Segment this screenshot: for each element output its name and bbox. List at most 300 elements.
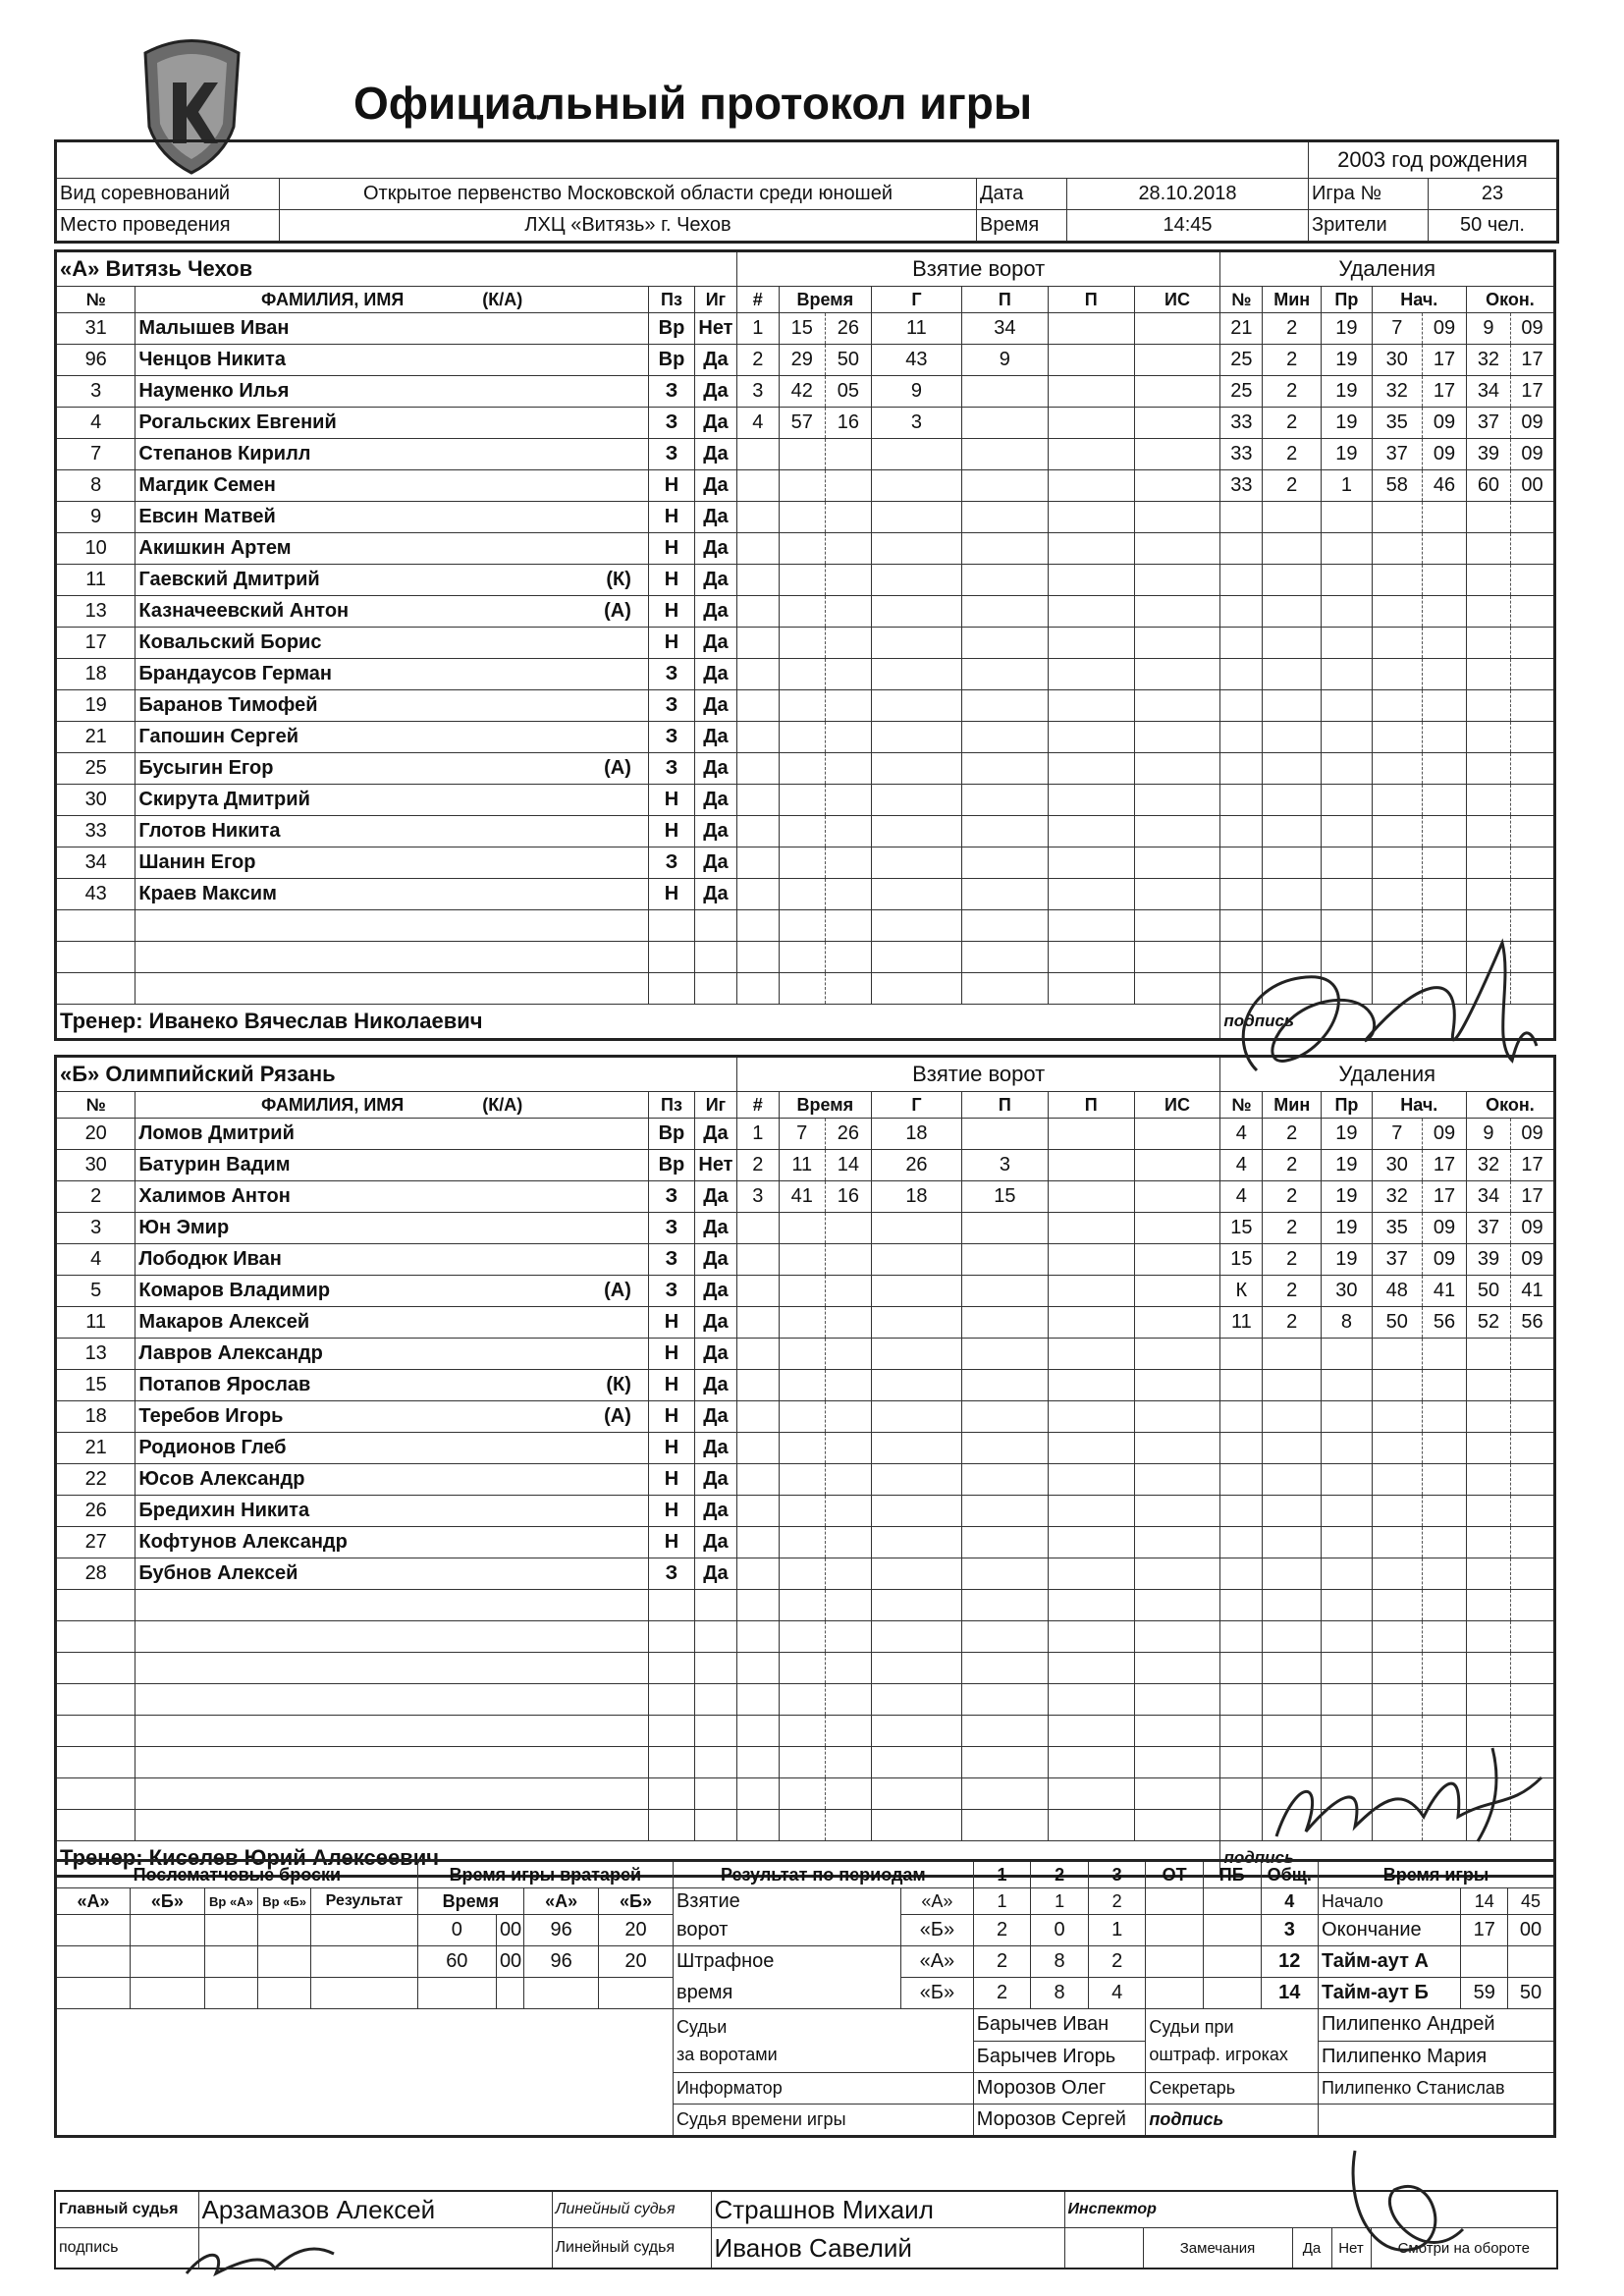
goal-assist-1: [961, 1716, 1048, 1747]
goal-sec: [825, 1244, 871, 1276]
goal-min: [779, 942, 825, 973]
player-name-cell: [135, 502, 649, 533]
player-ig: Да: [695, 565, 737, 596]
penalty-start-min: [1372, 502, 1422, 533]
goal-assist-1: [961, 1464, 1048, 1496]
player-name-cell: [135, 690, 649, 722]
goal-situation: [1134, 973, 1220, 1005]
player-ig: [695, 1810, 737, 1841]
player-pz: З: [648, 1244, 694, 1276]
player-ig: Да: [695, 596, 737, 628]
remarks-label: Замечания: [1143, 2228, 1292, 2269]
timeout-a-m: [1508, 1946, 1555, 1978]
player-name-cell: [135, 1339, 649, 1370]
penalty-start-sec: [1423, 1527, 1467, 1558]
col-goal-is: ИС: [1134, 1092, 1220, 1119]
goal-number: 1: [736, 313, 779, 345]
penalty-start-sec: 09: [1423, 1119, 1467, 1150]
penalty-end-sec: [1510, 753, 1554, 785]
goal-number: [736, 690, 779, 722]
goal-scorer: [871, 1558, 961, 1590]
penalty-start-sec: 09: [1422, 408, 1466, 439]
goal-assist-1: [961, 1621, 1048, 1653]
player-number: 9: [56, 502, 135, 533]
col-goal-num: #: [736, 287, 779, 313]
goal-assist-1: [961, 1496, 1048, 1527]
goal-number: 1: [736, 1119, 779, 1150]
penalty-player: [1220, 1621, 1263, 1653]
penalty-start-min: [1372, 1464, 1422, 1496]
player-ig: Да: [695, 659, 737, 690]
penalty-min: 2: [1263, 345, 1322, 376]
header-table: [54, 139, 1559, 244]
goal-scorer: [871, 816, 961, 847]
so-vr-a: Вр «А»: [204, 1888, 257, 1915]
player-name-cell: [135, 1401, 649, 1433]
penalty-reason: 19: [1322, 1181, 1372, 1213]
penalty-reason: [1322, 596, 1372, 628]
goals-team-b: «Б»: [901, 1915, 974, 1946]
goal-min: [779, 1496, 825, 1527]
player-name-cell: [135, 408, 649, 439]
penalty-start-min: 48: [1372, 1276, 1422, 1307]
penalty-end-sec: [1510, 1464, 1554, 1496]
col-ig: Иг: [695, 287, 737, 313]
goal-sec: [825, 1810, 871, 1841]
penalty-player: К: [1220, 1276, 1263, 1307]
main-referee-name: Арзамазов Алексей: [198, 2191, 552, 2228]
goal-assist-2: [1048, 753, 1134, 785]
player-pz: [648, 1621, 694, 1653]
goal-number: [736, 753, 779, 785]
penalty-player: 15: [1220, 1244, 1263, 1276]
goal-min: 29: [779, 345, 825, 376]
game-time-title: Время игры: [1319, 1861, 1555, 1888]
player-pz: Н: [648, 628, 694, 659]
goal-sec: [825, 1527, 871, 1558]
timekeeper-label: Судья времени игры: [673, 2105, 973, 2137]
penalty-player: [1220, 879, 1263, 910]
penalty-end-sec: 41: [1510, 1276, 1554, 1307]
goal-sec: [825, 1558, 871, 1590]
goal-assist-1: [961, 816, 1048, 847]
player-name: Потапов Ярослав: [138, 1374, 311, 1395]
player-number: 2: [56, 1181, 135, 1213]
penalty-end-min: 34: [1466, 1181, 1510, 1213]
goal-number: 4: [736, 408, 779, 439]
pim-b-p1: 2: [973, 1978, 1031, 2009]
goal-number: [736, 659, 779, 690]
so-b: «Б»: [130, 1888, 204, 1915]
penalties-section-title: Удаления: [1220, 251, 1555, 287]
penalty-reason: [1322, 847, 1372, 879]
penalty-min: [1263, 753, 1322, 785]
pim-a-pb: [1203, 1946, 1261, 1978]
goal-assist-2: [1048, 1464, 1134, 1496]
penalty-end-sec: [1510, 690, 1554, 722]
player-pz: Н: [648, 1401, 694, 1433]
player-name-cell: [135, 1307, 649, 1339]
goal-min: [779, 1778, 825, 1810]
penalty-start-min: [1372, 1401, 1422, 1433]
penalty-end-sec: [1510, 1370, 1554, 1401]
penalty-end-min: [1466, 596, 1510, 628]
linesman-2-name: Иванов Савелий: [711, 2228, 1064, 2269]
goal-assist-1: [961, 1810, 1048, 1841]
game-label: Игра №: [1309, 179, 1429, 210]
goal-situation: [1134, 1433, 1220, 1464]
player-ig: [695, 973, 737, 1005]
goal-scorer: [871, 1244, 961, 1276]
goal-assist-1: [961, 753, 1048, 785]
penalty-end-sec: 09: [1510, 439, 1554, 470]
goal-scorer: [871, 1527, 961, 1558]
penalty-reason: [1322, 565, 1372, 596]
player-name: Степанов Кирилл: [138, 443, 311, 465]
so-result: Результат: [311, 1888, 417, 1915]
player-ig: Да: [695, 1181, 737, 1213]
goal-sec: [825, 1213, 871, 1244]
penalty-start-min: [1372, 1621, 1422, 1653]
penalty-reason: 19: [1322, 439, 1372, 470]
goal-min: [779, 1621, 825, 1653]
player-pz: Вр: [648, 1119, 694, 1150]
penalty-start-min: [1372, 753, 1422, 785]
goal-scorer: [871, 1370, 961, 1401]
table-row: [56, 1684, 1555, 1716]
penalty-start-min: 35: [1372, 408, 1422, 439]
goal-assist-1: [961, 533, 1048, 565]
penalty-end-sec: [1510, 596, 1554, 628]
goal-number: [736, 879, 779, 910]
goal-assist-1: [961, 910, 1048, 942]
goal-situation: [1134, 816, 1220, 847]
penalty-reason: 30: [1322, 1276, 1372, 1307]
player-number: [56, 1716, 135, 1747]
goal-sec: [825, 753, 871, 785]
player-number: 18: [56, 1401, 135, 1433]
player-name-cell: [135, 1181, 649, 1213]
goal-situation: [1134, 1653, 1220, 1684]
penalty-end-sec: [1510, 1527, 1554, 1558]
player-number: 28: [56, 1558, 135, 1590]
penalty-end-sec: 09: [1510, 1119, 1554, 1150]
penalty-start-sec: [1423, 1558, 1467, 1590]
goal-sec: [825, 785, 871, 816]
player-ig: Да: [695, 1401, 737, 1433]
goal-scorer: [871, 628, 961, 659]
linesman-1-name: Страшнов Михаил: [711, 2191, 1064, 2228]
penalty-player: [1220, 533, 1263, 565]
gk-row2-m: 60: [417, 1946, 496, 1978]
penalty-reason: [1322, 1558, 1372, 1590]
penalty-start-min: [1372, 1496, 1422, 1527]
goal-situation: [1134, 879, 1220, 910]
so-a: «А»: [56, 1888, 131, 1915]
timeout-b-h: 59: [1461, 1978, 1508, 2009]
table-row: [56, 659, 1555, 690]
goal-situation: [1134, 847, 1220, 879]
penalty-start-min: [1372, 1370, 1422, 1401]
col-name: ФАМИЛИЯ, ИМЯ (К/А): [135, 287, 649, 313]
goal-min: [779, 565, 825, 596]
player-pz: З: [648, 1213, 694, 1244]
player-name: Науменко Илья: [138, 380, 290, 402]
end-h: 17: [1461, 1915, 1508, 1946]
goals-b-total: 3: [1261, 1915, 1319, 1946]
penalty-player: 33: [1220, 470, 1263, 502]
penalty-min: [1263, 533, 1322, 565]
goal-assist-1: [961, 847, 1048, 879]
penalty-end-sec: [1510, 785, 1554, 816]
player-pz: Н: [648, 1527, 694, 1558]
pen-judge-1: Пилипенко Андрей: [1319, 2009, 1555, 2042]
player-pz: З: [648, 1558, 694, 1590]
page-title: Официальный протокол игры: [353, 78, 1033, 129]
timeout-b-label: Тайм-аут Б: [1319, 1978, 1461, 2009]
penalty-end-min: [1466, 533, 1510, 565]
goal-number: [736, 596, 779, 628]
penalty-reason: [1322, 1590, 1372, 1621]
goal-sec: 26: [825, 1119, 871, 1150]
penalty-start-min: [1372, 690, 1422, 722]
penalty-end-sec: [1510, 565, 1554, 596]
goal-scorer: 18: [871, 1119, 961, 1150]
penalty-player: 33: [1220, 408, 1263, 439]
goal-assist-1: [961, 1433, 1048, 1464]
penalty-reason: 19: [1322, 1244, 1372, 1276]
goal-assist-1: [961, 722, 1048, 753]
player-role: (А): [604, 757, 631, 779]
player-pz: [648, 1778, 694, 1810]
penalty-start-min: 30: [1372, 345, 1422, 376]
penalty-player: 25: [1220, 376, 1263, 408]
penalty-end-min: [1466, 628, 1510, 659]
penalty-player: [1220, 1370, 1263, 1401]
penalty-start-sec: [1423, 1684, 1467, 1716]
gk-row1-s: 00: [496, 1915, 523, 1946]
table-row: [56, 1653, 1555, 1684]
player-name-cell: [135, 1716, 649, 1747]
gk-a-header: «А»: [524, 1888, 599, 1915]
player-name: Родионов Глеб: [138, 1437, 287, 1458]
player-ig: [695, 1590, 737, 1621]
player-pz: З: [648, 722, 694, 753]
player-pz: Н: [648, 1307, 694, 1339]
col-pen-pr: Пр: [1322, 1092, 1372, 1119]
goal-situation: [1134, 753, 1220, 785]
goal-min: [779, 1370, 825, 1401]
table-row: [56, 502, 1555, 533]
informer-name: Морозов Олег: [973, 2073, 1146, 2105]
player-name-cell: [135, 847, 649, 879]
main-referee-signature: [177, 2229, 344, 2288]
penalty-start-min: [1372, 785, 1422, 816]
goal-assist-2: [1048, 1527, 1134, 1558]
player-name: Юсов Александр: [138, 1468, 305, 1490]
player-number: 3: [56, 376, 135, 408]
table-row: [56, 879, 1555, 910]
goal-scorer: [871, 1621, 961, 1653]
penalty-start-min: 32: [1372, 1181, 1422, 1213]
goal-assist-2: [1048, 470, 1134, 502]
player-ig: Да: [695, 1433, 737, 1464]
penalty-end-min: 37: [1466, 408, 1510, 439]
goal-assist-1: [961, 1307, 1048, 1339]
penalty-player: 15: [1220, 1213, 1263, 1244]
so-vr-b: Вр «Б»: [258, 1888, 311, 1915]
penalty-end-min: [1466, 879, 1510, 910]
penalty-reason: [1322, 690, 1372, 722]
goal-number: [736, 502, 779, 533]
goal-sec: [825, 1653, 871, 1684]
goal-assist-1: [961, 1119, 1048, 1150]
goal-sec: [825, 816, 871, 847]
table-row: [56, 753, 1555, 785]
penalty-player: 4: [1220, 1181, 1263, 1213]
goal-assist-1: [961, 1244, 1048, 1276]
goal-min: [779, 1401, 825, 1433]
penalty-min: [1263, 628, 1322, 659]
penalties-section-title: Удаления: [1220, 1057, 1555, 1092]
goal-number: [736, 1684, 779, 1716]
penalty-end-sec: [1510, 659, 1554, 690]
goal-assist-1: 15: [961, 1181, 1048, 1213]
start-label: Начало: [1319, 1888, 1461, 1915]
goal-scorer: [871, 533, 961, 565]
table-row: [56, 1496, 1555, 1527]
goal-min: [779, 1810, 825, 1841]
secretary-sign-label: подпись: [1146, 2105, 1319, 2137]
remarks-no[interactable]: Нет: [1331, 2228, 1371, 2269]
penalty-min: 2: [1263, 1213, 1322, 1244]
goal-min: [779, 785, 825, 816]
goal-assist-2: [1048, 1778, 1134, 1810]
remarks-yes[interactable]: Да: [1292, 2228, 1331, 2269]
goal-min: [779, 879, 825, 910]
table-row: [56, 816, 1555, 847]
penalty-min: 2: [1263, 1307, 1322, 1339]
goal-min: [779, 1716, 825, 1747]
player-name-cell: [135, 785, 649, 816]
penalty-start-sec: 41: [1423, 1276, 1467, 1307]
penalty-min: 2: [1263, 439, 1322, 470]
player-pz: З: [648, 690, 694, 722]
goal-min: [779, 816, 825, 847]
timeout-b-m: 50: [1508, 1978, 1555, 2009]
goal-scorer: [871, 1213, 961, 1244]
player-ig: [695, 1653, 737, 1684]
table-row: [56, 313, 1555, 345]
goal-number: 3: [736, 376, 779, 408]
player-pz: Н: [648, 1370, 694, 1401]
penalty-start-sec: [1422, 847, 1466, 879]
goal-number: 2: [736, 345, 779, 376]
col-pen-num: №: [1220, 287, 1263, 313]
goal-situation: [1134, 659, 1220, 690]
goal-number: [736, 628, 779, 659]
penalty-end-min: [1466, 847, 1510, 879]
goal-number: [736, 533, 779, 565]
goal-scorer: [871, 910, 961, 942]
player-ig: Да: [695, 1558, 737, 1590]
player-name-cell: [135, 1370, 649, 1401]
player-number: 27: [56, 1527, 135, 1558]
player-pz: Н: [648, 1339, 694, 1370]
player-role: (А): [604, 600, 631, 622]
penalty-min: 2: [1263, 376, 1322, 408]
penalty-start-min: [1372, 533, 1422, 565]
penalty-start-min: [1372, 1558, 1422, 1590]
goal-assist-1: [961, 408, 1048, 439]
player-number: 11: [56, 565, 135, 596]
goal-sec: 26: [825, 313, 871, 345]
goal-situation: [1134, 1716, 1220, 1747]
goals-a-pb: [1203, 1888, 1261, 1915]
penalty-end-min: 9: [1466, 1119, 1510, 1150]
penalty-start-sec: [1422, 659, 1466, 690]
team-name: «А» Витязь Чехов: [56, 251, 737, 287]
goal-situation: [1134, 533, 1220, 565]
penalty-player: [1220, 1653, 1263, 1684]
penalty-min: [1263, 1590, 1322, 1621]
goal-min: [779, 753, 825, 785]
goal-scorer: 26: [871, 1150, 961, 1181]
penalty-reason: [1322, 1653, 1372, 1684]
goal-sec: [825, 1370, 871, 1401]
penalty-end-sec: 56: [1510, 1307, 1554, 1339]
table-row: [56, 1433, 1555, 1464]
goal-assist-1: [961, 1276, 1048, 1307]
goal-number: [736, 1307, 779, 1339]
penalty-start-min: [1372, 1684, 1422, 1716]
penalty-end-sec: [1510, 847, 1554, 879]
penalty-start-sec: [1422, 502, 1466, 533]
player-number: 30: [56, 785, 135, 816]
player-ig: Нет: [695, 313, 737, 345]
penalty-end-sec: 17: [1510, 376, 1554, 408]
penalty-end-min: 60: [1466, 470, 1510, 502]
goal-assist-2: [1048, 439, 1134, 470]
goal-sec: [825, 659, 871, 690]
goal-assist-1: [961, 628, 1048, 659]
goal-number: [736, 1339, 779, 1370]
penalty-end-sec: [1510, 1496, 1554, 1527]
goal-min: [779, 1339, 825, 1370]
goal-sec: [825, 1778, 871, 1810]
penalty-start-min: [1372, 1527, 1422, 1558]
start-h: 14: [1461, 1888, 1508, 1915]
player-pz: Вр: [648, 1150, 694, 1181]
col-pz: Пз: [648, 287, 694, 313]
goal-sec: [825, 470, 871, 502]
period-col-1: 1: [973, 1861, 1031, 1888]
goal-sec: [825, 1621, 871, 1653]
goal-scorer: [871, 1747, 961, 1778]
player-pz: Н: [648, 879, 694, 910]
linesman-2-label: Линейный судья: [552, 2228, 711, 2269]
goal-assist-1: [961, 470, 1048, 502]
col-pen-end: Окон.: [1466, 287, 1554, 313]
goal-min: [779, 659, 825, 690]
player-number: 15: [56, 1370, 135, 1401]
goal-situation: [1134, 1684, 1220, 1716]
player-number: 3: [56, 1213, 135, 1244]
goal-assist-2: [1048, 1590, 1134, 1621]
penalty-end-min: [1466, 1339, 1510, 1370]
player-name-cell: [135, 1496, 649, 1527]
goal-sec: [825, 1276, 871, 1307]
